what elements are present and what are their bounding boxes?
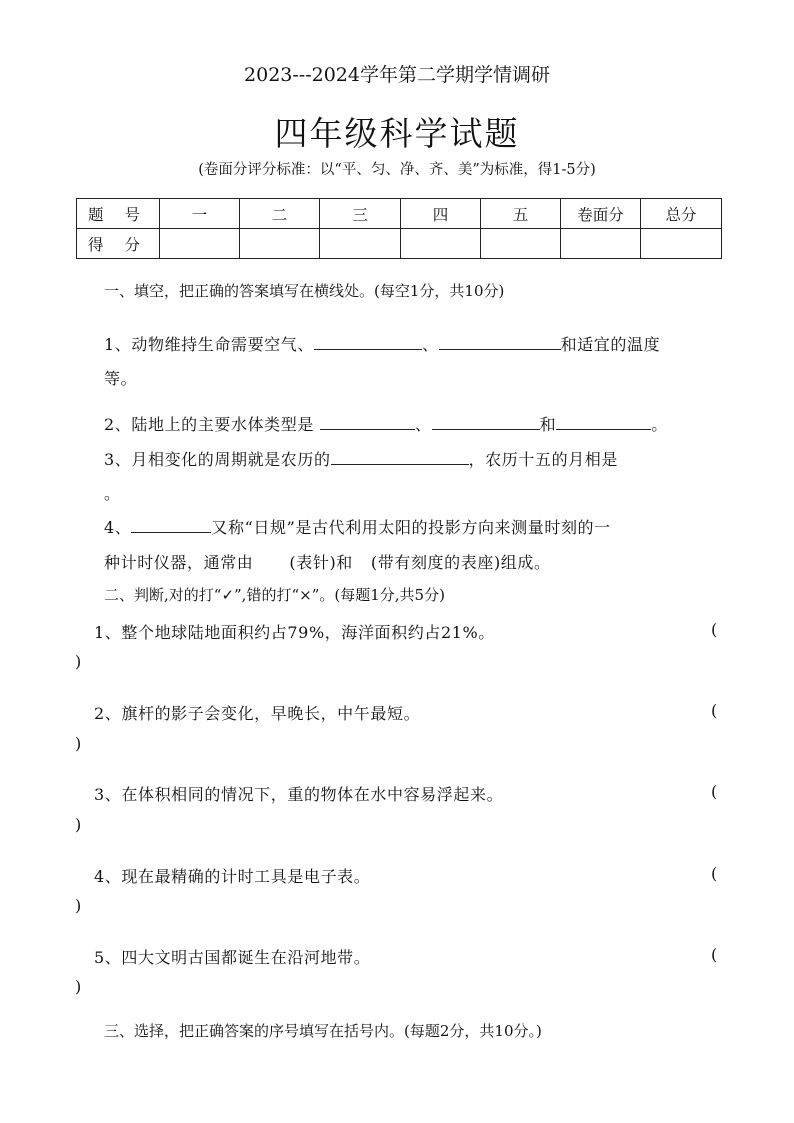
q2-text-d: 。 (651, 415, 668, 434)
answer-blank[interactable] (556, 413, 651, 430)
judgment-text: 3、在体积相同的情况下，重的物体在水中容易浮起来。 (94, 785, 504, 804)
judgment-text: 5、四大文明古国都诞生在沿河地带。 (94, 948, 371, 967)
answer-paren-open[interactable]: ( (711, 945, 718, 964)
answer-blank[interactable] (439, 333, 561, 350)
score-table (76, 198, 722, 259)
score-table-header: 总分 (641, 199, 722, 229)
score-cell[interactable] (320, 229, 401, 259)
score-table-header: 三 (320, 199, 401, 229)
q1-text-b: 、 (421, 335, 439, 354)
answer-paren-close: ) (75, 652, 82, 671)
answer-paren-close: ) (75, 815, 82, 834)
score-table-header: 五 (481, 199, 561, 229)
q1-text-c: 和适宜的温度 (560, 335, 661, 354)
judgment-text: 4、现在最精确的计时工具是电子表。 (94, 867, 371, 886)
score-table-header: 四 (401, 199, 481, 229)
question-4-line2 (104, 550, 551, 573)
exam-title: 四年级科学试题 (274, 114, 520, 153)
answer-blank[interactable] (320, 413, 415, 430)
q4-text-b: 又称“日规”是古代利用太阳的投影方向来测量时刻的一 (211, 518, 611, 537)
q3-text-a: 3、月相变化的周期就是农历的 (104, 450, 331, 469)
q4-text-e: (带有刻度的表座)组成。 (370, 553, 551, 572)
answer-blank[interactable] (314, 333, 422, 350)
section1-heading: 一、填空，把正确的答案填写在横线处。(每空1分，共10分) (104, 282, 505, 300)
section2-heading-a: 二、判断,对的打“ (104, 586, 222, 604)
q3-text-b: ，农历十五的月相是 (468, 450, 618, 469)
q3-text-c: 。 (104, 484, 121, 503)
question-1-line1 (104, 332, 660, 355)
exam-subtitle: 2023---2024学年第二学期学情调研 (244, 64, 550, 86)
score-table-score-row (77, 229, 722, 259)
question-2 (104, 412, 668, 435)
answer-blank[interactable] (331, 448, 469, 465)
score-cell[interactable] (641, 229, 722, 259)
judgment-text: 1、整个地球陆地面积约占79%，海洋面积约占21%。 (94, 623, 495, 642)
score-table-header: 题 号 (77, 199, 160, 229)
answer-paren-open[interactable]: ( (711, 620, 718, 639)
q2-text-b: 、 (414, 415, 432, 434)
score-cell[interactable] (561, 229, 641, 259)
score-cell[interactable] (401, 229, 481, 259)
q4-text-c: 种计时仪器，通常由 (104, 553, 254, 572)
section3-heading: 三、选择，把正确答案的序号填写在括号内。(每题2分，共10分。) (104, 1022, 542, 1040)
score-cell[interactable] (240, 229, 320, 259)
answer-blank[interactable] (131, 516, 211, 533)
score-table-header: 卷面分 (561, 199, 641, 229)
check-mark-icon: ✓ (221, 586, 235, 604)
score-row-label: 得 分 (77, 229, 160, 259)
answer-paren-open[interactable]: ( (711, 864, 718, 883)
question-4-line1 (104, 515, 611, 538)
answer-paren-open[interactable]: ( (711, 782, 718, 801)
judgment-text: 2、旗杆的影子会变化，早晚长，中午最短。 (94, 704, 421, 723)
score-cell[interactable] (160, 229, 240, 259)
answer-paren-close: ) (75, 734, 82, 753)
q2-text-a: 2、陆地上的主要水体类型是 (104, 415, 314, 434)
section2-heading (104, 584, 445, 605)
grading-note: (卷面分评分标准：以“平、匀、净、齐、美”为标准，得1-5分) (198, 162, 596, 178)
question-3-line1 (104, 447, 618, 470)
score-cell[interactable] (481, 229, 561, 259)
score-table-header: 一 (160, 199, 240, 229)
score-table-header: 二 (240, 199, 320, 229)
q4-text-d: (表针)和 (289, 553, 353, 572)
q4-text-a: 4、 (104, 518, 132, 537)
answer-blank[interactable] (432, 413, 540, 430)
answer-paren-open[interactable]: ( (711, 701, 718, 720)
answer-paren-close: ) (75, 977, 82, 996)
section2-heading-b: ”,错的打“×”。(每题1分,共5分) (234, 586, 445, 604)
q2-text-c: 和 (539, 415, 557, 434)
score-table-header-row (77, 199, 722, 229)
q1-text-d: 等。 (104, 369, 138, 388)
answer-paren-close: ) (75, 896, 82, 915)
q1-text-a: 1、动物维持生命需要空气、 (104, 335, 314, 354)
